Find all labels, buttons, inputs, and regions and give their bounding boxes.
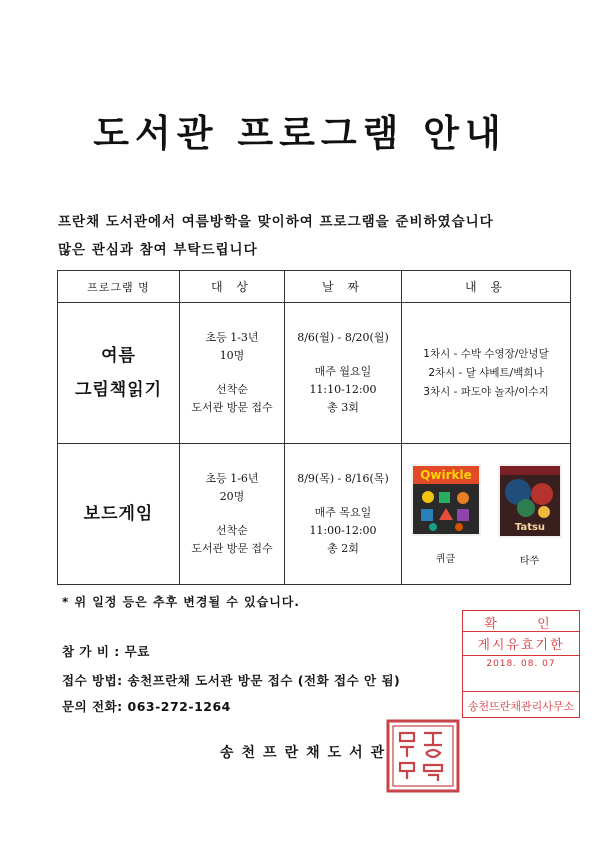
date-cell bbox=[285, 303, 402, 444]
library-name-footer: 송천프란채도서관 bbox=[220, 745, 393, 761]
stamp-validity-label: 게시유효기한 bbox=[463, 631, 579, 656]
stamp-office: 송천뜨란채관리사무소 bbox=[463, 691, 579, 719]
intro-line-2: 많은 관심과 참여 부탁드립니다 bbox=[58, 242, 258, 258]
table-row bbox=[58, 444, 571, 585]
target-count: 20명 bbox=[219, 490, 245, 503]
target-cell bbox=[180, 444, 285, 585]
date-weekly: 매주 월요일 bbox=[314, 365, 372, 378]
header-name: 프로그램 명 bbox=[58, 271, 180, 303]
qwirkle-box-image bbox=[411, 464, 481, 536]
target-grade: 초등 1-3년 bbox=[205, 331, 259, 344]
target-method: 선착순 bbox=[216, 524, 248, 537]
date-time: 11:10-12:00 bbox=[309, 383, 377, 396]
program-table bbox=[57, 270, 571, 585]
program-name-cell bbox=[58, 444, 180, 585]
program-name: 그림책읽기 bbox=[74, 380, 163, 400]
content-item: 2차시 - 달 샤베트/백희나 bbox=[428, 366, 544, 379]
svg-text:Qwirkle: Qwirkle bbox=[419, 467, 472, 482]
content-cell bbox=[402, 444, 571, 585]
game-qwirkle bbox=[411, 464, 481, 565]
target-count: 10명 bbox=[219, 349, 245, 362]
registration-method: 접수 방법: 송천프란채 도서관 방문 접수 (전화 접수 안 됨) bbox=[62, 673, 401, 688]
target-cell bbox=[180, 303, 285, 444]
target-method: 도서관 방문 접수 bbox=[191, 542, 273, 555]
target-grade: 초등 1-6년 bbox=[205, 472, 259, 485]
game-tatsu bbox=[498, 464, 562, 567]
intro-line-1: 프란채 도서관에서 여름방학을 맞이하여 프로그램을 준비하였습니다 bbox=[58, 214, 494, 230]
date-cell bbox=[285, 444, 402, 585]
header-content: 내 용 bbox=[402, 271, 571, 303]
date-total: 총 3회 bbox=[327, 401, 359, 414]
game-caption: 타쑤 bbox=[519, 555, 540, 567]
content-cell bbox=[402, 303, 571, 444]
date-total: 총 2회 bbox=[327, 542, 359, 555]
stamp-date: 2018. 08. 07 bbox=[486, 659, 556, 669]
content-item: 3차시 - 파도야 놀자/이수지 bbox=[423, 385, 549, 398]
table-header-row bbox=[58, 271, 571, 303]
board-game-list bbox=[402, 462, 570, 567]
date-time: 11:00-12:00 bbox=[309, 524, 377, 537]
header-date: 날 짜 bbox=[285, 271, 402, 303]
library-seal-icon bbox=[384, 717, 462, 795]
target-method: 도서관 방문 접수 bbox=[191, 401, 273, 414]
schedule-notice: * 위 일정 등은 추후 변경될 수 있습니다. bbox=[62, 595, 300, 609]
content-item: 1차시 - 수박 수영장/안녕달 bbox=[423, 347, 549, 360]
fee-info: 참 가 비 : 무료 bbox=[62, 644, 150, 659]
page-title: 도서관 프로그램 안내 bbox=[93, 112, 507, 155]
date-range: 8/6(월) - 8/20(월) bbox=[297, 331, 389, 344]
target-method: 선착순 bbox=[216, 383, 248, 396]
svg-text:Tatsu: Tatsu bbox=[514, 521, 545, 533]
program-name: 여름 bbox=[101, 346, 136, 366]
contact-phone: 문의 전화: 063-272-1264 bbox=[62, 699, 231, 714]
game-caption: 퀴클 bbox=[435, 553, 456, 565]
program-name-cell bbox=[58, 303, 180, 444]
date-weekly: 매주 목요일 bbox=[314, 506, 372, 519]
tatsu-box-image bbox=[498, 464, 562, 538]
header-target: 대 상 bbox=[180, 271, 285, 303]
approval-stamp bbox=[462, 610, 580, 718]
table-row bbox=[58, 303, 571, 444]
date-range: 8/9(목) - 8/16(목) bbox=[297, 472, 389, 485]
program-name: 보드게임 bbox=[83, 504, 154, 524]
stamp-confirm-label: 확 인 bbox=[484, 617, 568, 632]
